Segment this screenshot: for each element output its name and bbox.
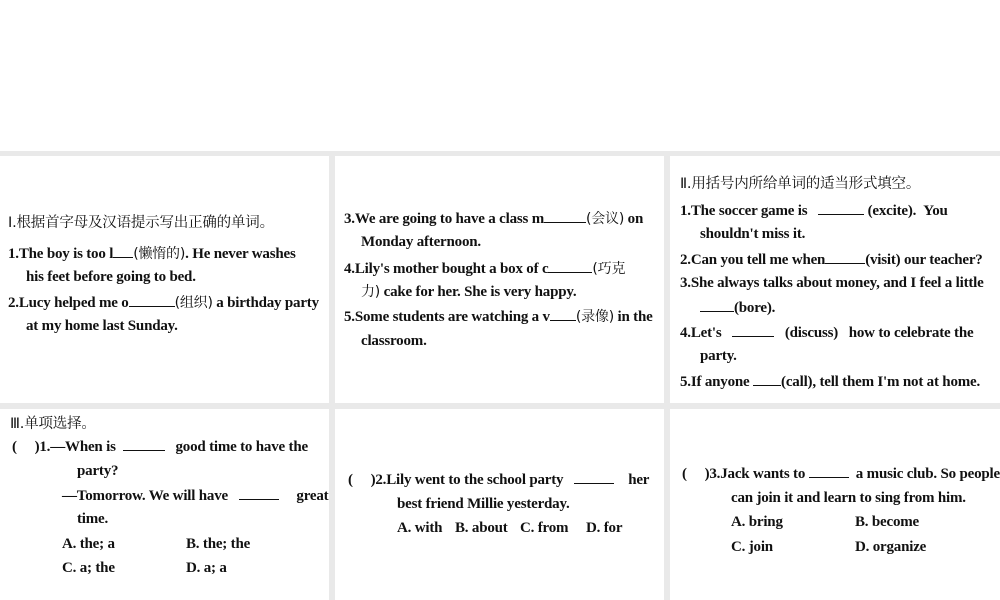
answer-blank[interactable] xyxy=(574,467,614,484)
answer-blank[interactable] xyxy=(129,290,175,307)
item-text: Some students are watching a v xyxy=(354,309,550,325)
item-number: 1. xyxy=(8,246,19,262)
item-number: 3. xyxy=(344,211,355,227)
s2-item3-line2 xyxy=(700,295,775,320)
item-number: 2. xyxy=(8,295,19,311)
q2-option-a[interactable]: A. with xyxy=(397,520,443,536)
hint-text: (组织) xyxy=(174,295,213,311)
hint-text: (visit) xyxy=(865,252,901,268)
question-text: a music club. So people xyxy=(855,466,1000,482)
item-text: We are going to have a class m xyxy=(354,211,544,227)
answer-blank[interactable] xyxy=(809,461,849,478)
hint-text: (bore). xyxy=(734,300,776,316)
s2-item4-line2: party. xyxy=(700,348,737,364)
worksheet-grid xyxy=(0,151,1000,600)
answer-paren-open: ( xyxy=(12,439,17,455)
answer-blank[interactable] xyxy=(753,369,781,386)
q3-option-d[interactable]: D. organize xyxy=(855,539,927,555)
question-number: )3. xyxy=(704,466,721,482)
answer-blank[interactable] xyxy=(123,434,165,451)
item-number: 3. xyxy=(680,275,691,291)
section3-q1-cell xyxy=(0,409,329,600)
s1-item5-line1 xyxy=(344,304,653,329)
item-number: 4. xyxy=(344,261,355,277)
section1-part1-cell xyxy=(0,156,329,403)
q2-line2: best friend Millie yesterday. xyxy=(397,496,570,512)
section3-q3-cell xyxy=(670,409,1000,600)
s2-item2-line1 xyxy=(680,247,983,272)
q1-option-c[interactable]: C. a; the xyxy=(62,560,115,576)
section1-heading: Ⅰ.根据首字母及汉语提示写出正确的单词。 xyxy=(8,215,274,231)
item-text: You xyxy=(923,203,948,219)
section2-heading: Ⅱ.用括号内所给单词的适当形式填空。 xyxy=(680,176,921,192)
question-text: —Tomorrow. We will have xyxy=(62,488,228,504)
q3-line2: can join it and learn to sing from him. xyxy=(731,490,966,506)
question-text: great xyxy=(296,488,329,504)
s1-item3-line1 xyxy=(344,206,643,231)
s1-item2-line2: at my home last Sunday. xyxy=(26,318,178,334)
item-text: The boy is too l xyxy=(18,246,114,262)
item-text: a birthday party xyxy=(212,295,319,311)
item-number: 5. xyxy=(680,374,691,390)
item-number: 5. xyxy=(344,309,355,325)
item-text: our teacher? xyxy=(904,252,983,268)
q1-line3 xyxy=(62,483,328,508)
item-text: If anyone xyxy=(690,374,750,390)
s1-item1-line2: his feet before going to bed. xyxy=(26,269,196,285)
question-text: Lily went to the school party xyxy=(386,472,564,488)
question-text: her xyxy=(628,472,650,488)
item-text: She always talks about money, and I feel a little xyxy=(690,275,984,291)
q2-line1 xyxy=(348,467,649,492)
item-text: Can you tell me when xyxy=(690,252,826,268)
answer-blank[interactable] xyxy=(544,206,586,223)
item-text: Lily's mother bought a box of c xyxy=(354,261,549,277)
q3-option-a[interactable]: A. bring xyxy=(731,514,783,530)
s2-item1-line2: shouldn't miss it. xyxy=(700,226,806,242)
item-text: . He never washes xyxy=(185,246,296,262)
question-number: )2. xyxy=(370,472,387,488)
item-text: in the xyxy=(613,309,653,325)
answer-blank[interactable] xyxy=(239,483,279,500)
question-text: good time to have the xyxy=(175,439,308,455)
answer-paren-open: ( xyxy=(682,466,687,482)
item-number: 2. xyxy=(680,252,691,268)
s2-item1-line1 xyxy=(680,198,948,223)
answer-blank[interactable] xyxy=(548,256,592,273)
hint-text: (call) xyxy=(781,374,813,390)
item-text: how to celebrate the xyxy=(848,325,974,341)
answer-blank[interactable] xyxy=(550,304,576,321)
q2-option-c[interactable]: C. from xyxy=(520,520,569,536)
hint-text: 力) xyxy=(361,284,381,300)
question-text: —When is xyxy=(50,439,116,455)
q3-option-c[interactable]: C. join xyxy=(731,539,773,555)
s1-item4-line2 xyxy=(361,280,576,304)
item-text: Let's xyxy=(690,325,722,341)
item-number: 4. xyxy=(680,325,691,341)
question-text: Jack wants to xyxy=(720,466,806,482)
answer-blank[interactable] xyxy=(113,241,133,258)
hint-text: (excite). xyxy=(867,203,917,219)
section2-cell xyxy=(670,156,1000,403)
s2-item3-line1 xyxy=(680,271,984,295)
q1-option-a[interactable]: A. the; a xyxy=(62,536,115,552)
item-number: 1. xyxy=(680,203,691,219)
answer-blank[interactable] xyxy=(818,198,864,215)
q2-option-b[interactable]: B. about xyxy=(455,520,508,536)
s1-item2-line1 xyxy=(8,290,319,315)
q3-option-b[interactable]: B. become xyxy=(855,514,920,530)
s1-item5-line2: classroom. xyxy=(361,333,427,349)
q1-line1 xyxy=(12,434,308,459)
hint-text: (discuss) xyxy=(784,325,839,341)
section1-part2-cell xyxy=(335,156,664,403)
section3-q2-cell xyxy=(335,409,664,600)
question-number: )1. xyxy=(34,439,51,455)
hint-text: (录像) xyxy=(575,309,614,325)
q1-line2: party? xyxy=(77,463,119,479)
q1-option-b[interactable]: B. the; the xyxy=(186,536,251,552)
s1-item4-line1 xyxy=(344,256,625,281)
answer-blank[interactable] xyxy=(825,247,865,264)
q3-line1 xyxy=(682,461,1000,486)
answer-blank[interactable] xyxy=(732,320,774,337)
item-text: cake for her. She is very happy. xyxy=(380,284,577,300)
item-text: The soccer game is xyxy=(690,203,808,219)
s2-item4-line1 xyxy=(680,320,973,345)
s1-item1-line1 xyxy=(8,241,296,266)
hint-text: (懒惰的) xyxy=(133,246,186,262)
answer-paren-open: ( xyxy=(348,472,353,488)
s1-item3-line2: Monday afternoon. xyxy=(361,234,481,250)
item-text: on xyxy=(624,211,644,227)
q2-option-d[interactable]: D. for xyxy=(586,520,623,536)
item-text: Lucy helped me o xyxy=(18,295,129,311)
q1-option-d[interactable]: D. a; a xyxy=(186,560,227,576)
hint-text: (会议) xyxy=(585,211,625,227)
hint-text: (巧克 xyxy=(592,261,626,277)
q1-line4: time. xyxy=(77,511,109,527)
s2-item5-line1 xyxy=(680,369,980,394)
section3-heading: Ⅲ.单项选择。 xyxy=(10,416,96,432)
answer-blank[interactable] xyxy=(700,295,734,312)
item-text: , tell them I'm not at home. xyxy=(812,374,981,390)
